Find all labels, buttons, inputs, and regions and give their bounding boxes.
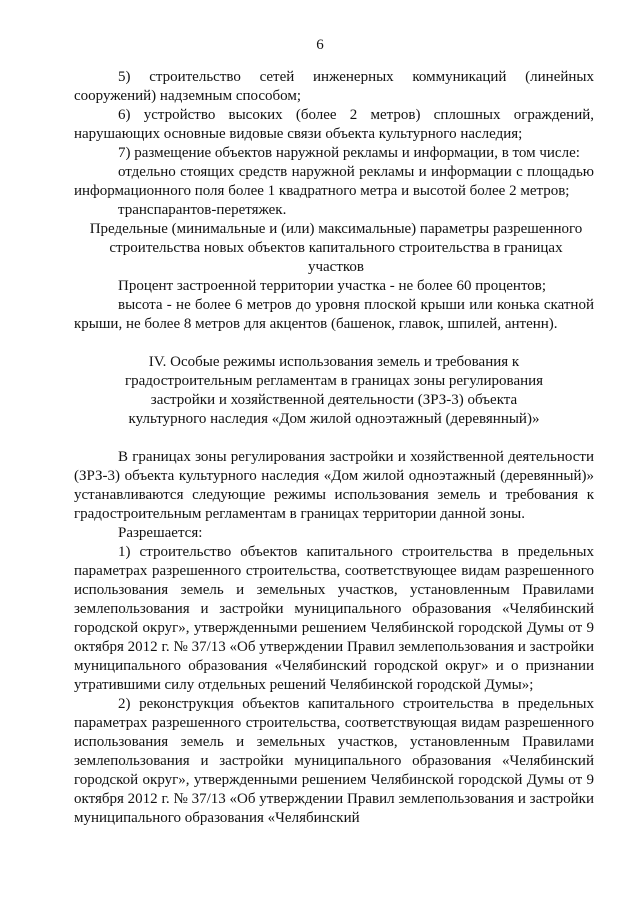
document-body [74,68,594,828]
page-number: 6 [316,37,324,53]
params-height: высота - не более 6 метров до уровня плоской крыши или конька скатной крыши, не более 8 метров для акцентов (башенок, главок, шпилей, антенн). [74,297,594,332]
list-item-7b: транспарантов-перетяжек. [118,202,287,218]
allowed-label: Разрешается: [118,525,203,541]
list-item-7: 7) размещение объектов наружной рекламы и информации, в том числе: [118,145,580,161]
list-item-5: 5) строительство сетей инженерных коммуникаций (линейных сооружений) надземным способом; [74,69,594,104]
list-item-7a: отдельно стоящих средств наружной рекламы и информации с площадью информационного поля более 1 квадратного метра и высотой более 2 метров; [74,164,594,199]
spacer [74,429,594,448]
list-item-6: 6) устройство высоких (более 2 метров) сплошных ограждений, нарушающих основные видовые связи объекта культурного наследия; [74,107,594,142]
section-iv-heading: IV. Особые режимы использования земель и требования к градостроительным регламентам в границах зоны регулирования застройки и хозяйственной деятельности (ЗРЗ-3) объекта культурного наследия «Дом жилой одноэтажный (деревянный)» [124,354,544,427]
params-percent: Процент застроенной территории участка - не более 60 процентов; [118,278,547,294]
allowed-item-1: 1) строительство объектов капитального строительства в предельных параметрах разрешенного строительства, соответствующее видам разрешенного использования земель и земельных участков, установленным Правилами землепользования и застройки муниципального образования «Челябинский городской округ», утвержденными решением Челябинской городской Думы от 9 октября 2012 г. № 37/13 «Об утверждении Правил землепользования и застройки муниципального образования «Челябинский городской округ» и о признании утратившими силу отдельных решений Челябинской городской Думы»; [74,544,594,693]
params-heading: Предельные (минимальные и (или) максимальные) параметры разрешенного строительства новых объектов капитального строительства в границах участков [89,221,583,275]
allowed-item-2: 2) реконструкция объектов капитального строительства в предельных параметрах разрешенного строительства, соответствующая видам разрешенного использования земель и земельных участков, установленным Правилами землепользования и застройки муниципального образования «Челябинский городской округ», утвержденными решением Челябинской городской Думы от 9 октября 2012 г. № 37/13 «Об утверждении Правил землепользования и застройки муниципального образования «Челябинский [74,696,594,826]
spacer [74,334,594,353]
section-iv-intro: В границах зоны регулирования застройки и хозяйственной деятельности (ЗРЗ-3) объекта культурного наследия «Дом жилой одноэтажный (деревянный)» устанавливаются следующие режимы использования земель и требования к градостроительным регламентам в границах территории данной зоны. [74,449,594,522]
